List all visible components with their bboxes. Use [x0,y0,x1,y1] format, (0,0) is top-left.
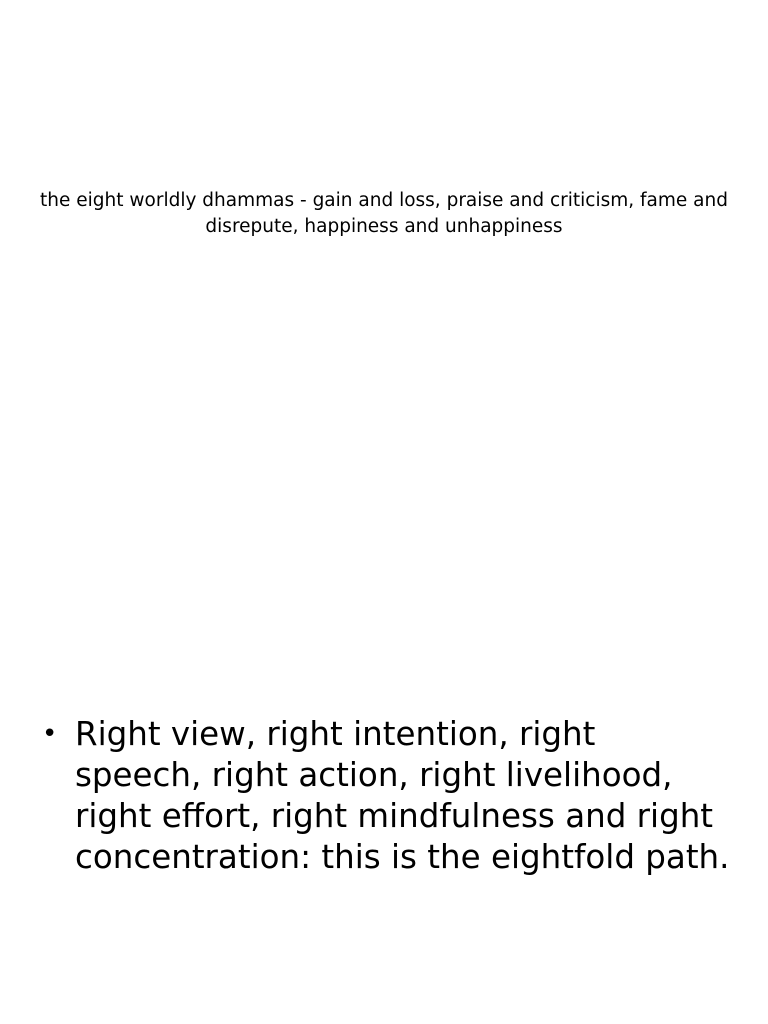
bullet-list [40,714,730,878]
bullet-marker: • [42,719,58,749]
bullet-text: Right view, right intention, right speech, right action, right livelihood, right effort, right mindfulness and right concentration: this is the eightfold path. [75,715,730,876]
slide-title: the eight worldly dhammas - gain and loss, praise and criticism, fame and disrepute, happiness and unhappiness [40,190,728,237]
bullet-item [40,714,730,878]
